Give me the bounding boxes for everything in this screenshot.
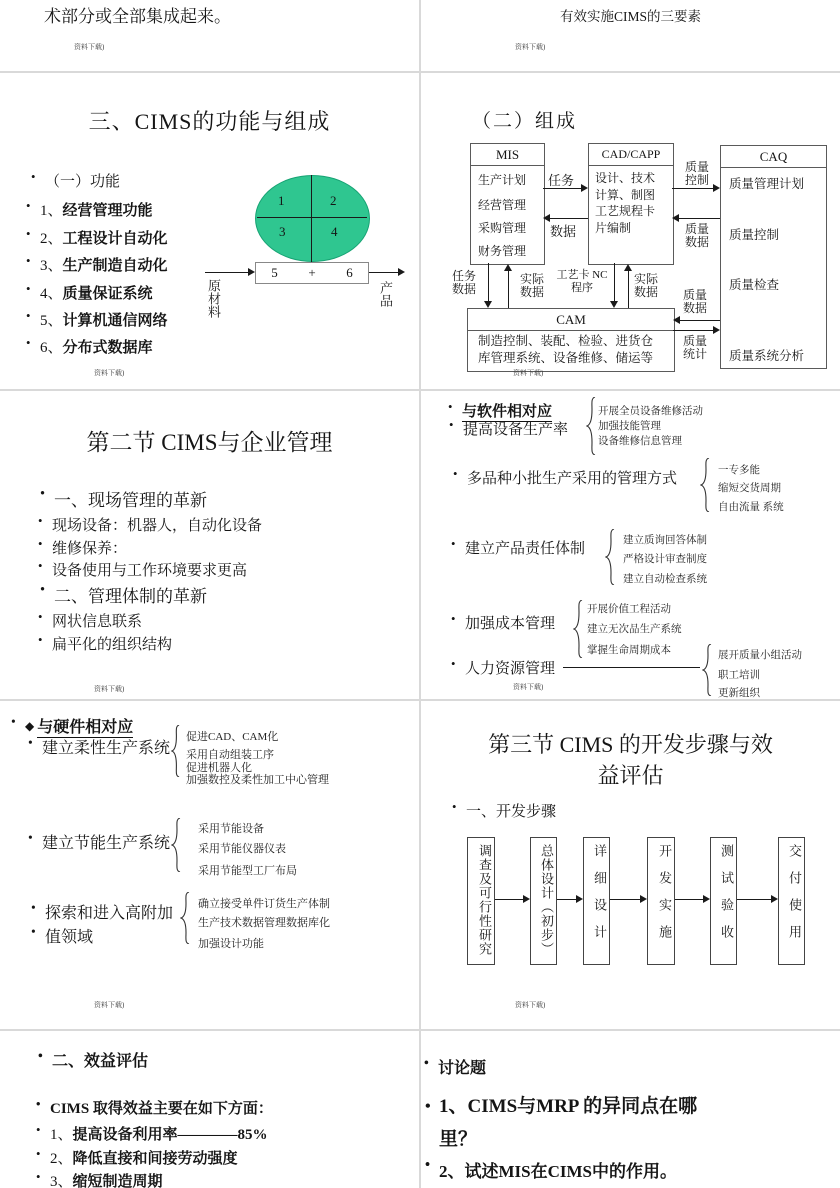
footer-note: 资料下载) bbox=[94, 1001, 125, 1009]
list-item bbox=[40, 309, 168, 330]
footer-note: 资料下载) bbox=[515, 43, 546, 51]
group-item: 加强数控及柔性加工中心管理 bbox=[186, 774, 329, 786]
group-item: 开展价值工程活动 bbox=[587, 604, 671, 615]
list-item bbox=[50, 1170, 163, 1188]
cad-capp-box bbox=[588, 143, 674, 265]
caq-item: 质量管理计划 bbox=[729, 177, 805, 191]
box-6: 6 bbox=[346, 265, 353, 280]
caq-item: 质量检查 bbox=[729, 278, 780, 292]
list-item bbox=[40, 336, 153, 357]
flow-arrow-line bbox=[557, 899, 576, 900]
group-item: 开展全员设备维修活动 bbox=[598, 406, 703, 417]
group-item: 生产技术数据管理数据库化 bbox=[198, 917, 330, 929]
group-label: • 人力资源管理 bbox=[465, 657, 555, 678]
slide-6[interactable] bbox=[421, 391, 840, 699]
task-arrow-line bbox=[543, 188, 581, 189]
group-label: • 提高设备生产率 bbox=[463, 418, 568, 439]
bullet-intro: • （一）功能 bbox=[45, 170, 120, 191]
footer-note: 资料下载) bbox=[74, 43, 105, 51]
item-num: 2、 bbox=[50, 1151, 73, 1167]
group-item: 职工培训 bbox=[718, 670, 760, 681]
arrow-right-icon bbox=[523, 895, 530, 903]
flow-arrow-line bbox=[675, 899, 703, 900]
cad-capp-body: 设计、技术计算、制图工艺规程卡片编制 bbox=[595, 171, 656, 235]
step-label: 交付使用 bbox=[787, 844, 802, 952]
arrow-right-icon bbox=[576, 895, 583, 903]
data-label: 数据 bbox=[550, 224, 577, 239]
process-box bbox=[255, 262, 369, 284]
group-item: 加强设计功能 bbox=[198, 938, 264, 950]
flow-arrow-line bbox=[610, 899, 640, 900]
group-item: 展开质量小组活动 bbox=[718, 650, 802, 661]
cam-box bbox=[467, 308, 675, 372]
slide-1[interactable] bbox=[0, 0, 419, 71]
arrow-right-icon bbox=[248, 268, 255, 276]
slide-8-title-line1: 第三节 CIMS 的开发步骤与效 bbox=[488, 732, 773, 757]
bullet-item: • 二、管理体制的革新 bbox=[54, 582, 207, 607]
list-item bbox=[439, 1157, 677, 1182]
group-item: 采用节能设备 bbox=[198, 823, 264, 835]
step-box-2 bbox=[530, 837, 557, 965]
list-item bbox=[40, 282, 153, 303]
slide-10[interactable] bbox=[421, 1031, 840, 1188]
arrow-right-icon bbox=[398, 268, 405, 276]
plus-sign: + bbox=[308, 265, 316, 280]
task-data-label: 任务数据 bbox=[452, 269, 477, 296]
task-label: 任务 bbox=[548, 173, 575, 188]
item-text: 提高设备利用率————85% bbox=[72, 1127, 268, 1143]
item-num: 2、 bbox=[40, 231, 63, 247]
brace-icon bbox=[700, 458, 710, 512]
group-item: 建立质询回答体制 bbox=[623, 535, 707, 546]
arrow-right-icon bbox=[713, 326, 720, 334]
item-num: 4、 bbox=[40, 286, 63, 302]
brace-icon bbox=[180, 892, 190, 944]
output-arrow-line bbox=[369, 272, 398, 273]
brace-icon bbox=[586, 397, 596, 455]
footer-note: 资料下载) bbox=[513, 369, 544, 377]
slide-3-title: 三、CIMS的功能与组成 bbox=[88, 109, 331, 134]
item-num: 1、 bbox=[40, 203, 63, 219]
quadrant-1: 1 bbox=[278, 193, 285, 208]
caq-item: 质量控制 bbox=[729, 228, 780, 242]
item-num: 5、 bbox=[40, 313, 63, 329]
group-item: 一专多能 bbox=[718, 465, 760, 476]
caq-item: 质量系统分析 bbox=[729, 349, 805, 363]
item-num: 1、 bbox=[50, 1127, 73, 1143]
item-text: 经营管理功能 bbox=[62, 203, 153, 219]
mis-box bbox=[470, 143, 545, 265]
lead-text: • CIMS 取得效益主要在如下方面： bbox=[50, 1097, 273, 1118]
process-card-line bbox=[614, 263, 615, 301]
arrow-down-icon bbox=[484, 301, 492, 308]
footer-note: 资料下载) bbox=[515, 1001, 546, 1009]
bullet-item: • 维修保养： bbox=[52, 537, 127, 558]
slide-1-text: 术部分或全部集成起来。 bbox=[44, 7, 231, 26]
flow-arrow-line bbox=[737, 899, 771, 900]
item-text: 生产制造自动化 bbox=[62, 258, 168, 274]
item-text: 分布式数据库 bbox=[62, 340, 153, 356]
item-num: 2、 bbox=[439, 1162, 465, 1181]
slide-5-title: 第二节 CIMS与企业管理 bbox=[86, 430, 333, 455]
step-label: 调查及可行性研究 bbox=[477, 844, 492, 956]
mis-item: 经营管理 bbox=[478, 198, 527, 212]
group-item: 采用节能型工厂布局 bbox=[198, 865, 297, 877]
bullet-item: • 现场设备：机器人，自动化设备 bbox=[52, 514, 262, 535]
arrow-right-icon bbox=[771, 895, 778, 903]
group-item: 严格设计审查制度 bbox=[623, 554, 707, 565]
arrow-right-icon bbox=[640, 895, 647, 903]
brace-icon bbox=[171, 725, 180, 777]
step-label: 详细设计 bbox=[592, 844, 607, 952]
slide-7[interactable] bbox=[0, 701, 419, 1029]
quadrant-2: 2 bbox=[330, 193, 337, 208]
slide-5[interactable] bbox=[0, 391, 419, 699]
cad-capp-header: CAD/CAPP bbox=[589, 144, 673, 166]
heading-text: 与硬件相对应 bbox=[37, 719, 134, 736]
item-text: 质量保证系统 bbox=[62, 286, 153, 302]
group-label: • 建立产品责任体制 bbox=[465, 537, 585, 558]
group-item: 采用自动组装工序 bbox=[186, 749, 274, 761]
mis-item: 采购管理 bbox=[478, 221, 527, 235]
actual-data-line bbox=[508, 270, 509, 308]
quality-data-line bbox=[679, 218, 720, 219]
group-item: 建立自动检查系统 bbox=[623, 574, 707, 585]
flow-arrow-line bbox=[495, 899, 523, 900]
group-item: 促进CAD、CAM化 bbox=[186, 731, 279, 743]
process-card-label: 工艺卡 NC程序 bbox=[556, 269, 608, 294]
slide-4[interactable] bbox=[421, 73, 840, 389]
arrow-left-icon bbox=[543, 214, 550, 222]
quality-control-label: 质量控制 bbox=[685, 160, 710, 187]
group-item: 加强技能管理 bbox=[598, 421, 661, 432]
step-box-1 bbox=[467, 837, 495, 965]
slide-8-title-line2: 益评估 bbox=[597, 763, 664, 788]
connector-line bbox=[563, 667, 700, 668]
bullet-item: • 扁平化的组织结构 bbox=[52, 633, 172, 654]
step-label: 开发实施 bbox=[657, 844, 672, 952]
item-num: 1、 bbox=[439, 1096, 468, 1117]
slide-3[interactable] bbox=[0, 73, 419, 389]
mis-item: 财务管理 bbox=[478, 244, 527, 258]
diamond-bullet-icon: ◆ bbox=[25, 719, 38, 733]
item-num: 6、 bbox=[40, 340, 63, 356]
group-label: • 探索和进入高附加 bbox=[45, 900, 173, 923]
data-arrow-line bbox=[550, 218, 588, 219]
slide-2[interactable] bbox=[421, 0, 840, 71]
arrow-right-icon bbox=[703, 895, 710, 903]
group-item: 设备维修信息管理 bbox=[598, 436, 682, 447]
caq-box bbox=[720, 145, 827, 369]
divider-line bbox=[257, 217, 367, 218]
task-data-line bbox=[488, 263, 489, 301]
function-ellipse bbox=[255, 175, 370, 262]
slide-9[interactable] bbox=[0, 1031, 419, 1188]
arrow-down-icon bbox=[610, 301, 618, 308]
cam-header: CAM bbox=[468, 309, 674, 331]
quality-data-label: 质量数据 bbox=[683, 288, 708, 315]
actual-data-label: 实际数据 bbox=[634, 272, 659, 299]
output-label: 产品 bbox=[378, 281, 393, 307]
quality-data-label: 质量数据 bbox=[685, 222, 710, 249]
group-label: • 多品种小批生产采用的管理方式 bbox=[467, 467, 677, 488]
footer-note: 资料下载) bbox=[513, 683, 544, 691]
group-item: 缩短交货周期 bbox=[718, 483, 781, 494]
bullet-item: • 网状信息联系 bbox=[52, 610, 142, 631]
group-label: • 建立柔性生产系统 bbox=[42, 735, 170, 758]
quality-stats-line bbox=[673, 330, 713, 331]
group-item: 促进机器人化 bbox=[186, 762, 252, 774]
actual-data-label: 实际数据 bbox=[520, 272, 545, 299]
bullet-item: • 一、现场管理的革新 bbox=[54, 486, 207, 511]
arrow-right-icon bbox=[581, 184, 588, 192]
quality-data-line bbox=[680, 320, 720, 321]
group-label: • 值领域 bbox=[45, 924, 93, 947]
arrow-right-icon bbox=[713, 184, 720, 192]
footer-note: 资料下载) bbox=[94, 685, 125, 693]
list-item bbox=[40, 227, 168, 248]
group-item: 自由流量 系统 bbox=[718, 502, 784, 513]
cam-body: 制造控制、装配、检验、进货仓库管理系统、设备维修、储运等 bbox=[478, 334, 654, 365]
group-item: 采用节能仪器仪表 bbox=[198, 843, 286, 855]
divider-line bbox=[311, 175, 312, 262]
heading bbox=[25, 714, 133, 737]
group-label: • 建立节能生产系统 bbox=[42, 830, 170, 853]
brace-icon bbox=[573, 600, 583, 658]
mis-header: MIS bbox=[471, 144, 544, 166]
input-arrow-line bbox=[205, 272, 248, 273]
quality-stats-label: 质量统计 bbox=[683, 334, 708, 361]
list-item bbox=[50, 1147, 238, 1168]
step-box-3 bbox=[583, 837, 610, 965]
brace-icon bbox=[605, 529, 615, 585]
slide-4-title: （二）组成 bbox=[472, 111, 578, 132]
quality-control-line bbox=[672, 188, 713, 189]
quadrant-3: 3 bbox=[279, 224, 286, 239]
box-5: 5 bbox=[271, 265, 278, 280]
actual-data-line bbox=[628, 270, 629, 308]
group-item: 建立无次品生产系统 bbox=[587, 624, 682, 635]
item-text: 试述MIS在CIMS中的作用。 bbox=[464, 1162, 678, 1181]
arrow-left-icon bbox=[673, 316, 680, 324]
brace-icon bbox=[702, 644, 712, 696]
caq-header: CAQ bbox=[721, 146, 826, 168]
step-box-5 bbox=[710, 837, 737, 965]
slide-8[interactable] bbox=[421, 701, 840, 1029]
group-item: 确立接受单件订货生产体制 bbox=[198, 898, 330, 910]
group-item: 更新组织 bbox=[718, 688, 760, 699]
heading: • 讨论题 bbox=[438, 1055, 486, 1078]
group-item: 掌握生命周期成本 bbox=[587, 645, 671, 656]
step-label: 测试验收 bbox=[719, 844, 734, 952]
slide-2-title: 有效实施CIMS的三要素 bbox=[559, 9, 701, 24]
item-text: 缩短制造周期 bbox=[72, 1174, 163, 1188]
group-label: • 加强成本管理 bbox=[465, 612, 555, 633]
item-num: 3、 bbox=[40, 258, 63, 274]
brace-icon bbox=[171, 818, 181, 872]
item-text: 降低直接和间接劳动强度 bbox=[72, 1151, 238, 1167]
bullet-item: • 设备使用与工作环境要求更高 bbox=[52, 559, 247, 580]
quadrant-4: 4 bbox=[331, 224, 338, 239]
list-item bbox=[40, 254, 168, 275]
input-label: 原材料 bbox=[206, 279, 221, 318]
item-num: 3、 bbox=[50, 1174, 73, 1188]
bullet-item: • 一、开发步骤 bbox=[466, 800, 556, 821]
step-box-6 bbox=[778, 837, 805, 965]
step-label: 总体设计（初步） bbox=[539, 844, 554, 956]
list-item bbox=[40, 199, 153, 220]
arrow-left-icon bbox=[672, 214, 679, 222]
list-item bbox=[439, 1090, 719, 1156]
item-text: CIMS与MRP 的异同点在哪里？ bbox=[439, 1096, 698, 1150]
item-text: 计算机通信网络 bbox=[62, 313, 168, 329]
step-box-4 bbox=[647, 837, 675, 965]
mis-item: 生产计划 bbox=[478, 173, 527, 187]
heading: • 二、效益评估 bbox=[52, 1048, 148, 1071]
heading-text: 与软件相对应 bbox=[462, 404, 553, 420]
list-item bbox=[50, 1123, 268, 1144]
footer-note: 资料下载) bbox=[94, 369, 125, 377]
item-text: 工程设计自动化 bbox=[62, 231, 168, 247]
